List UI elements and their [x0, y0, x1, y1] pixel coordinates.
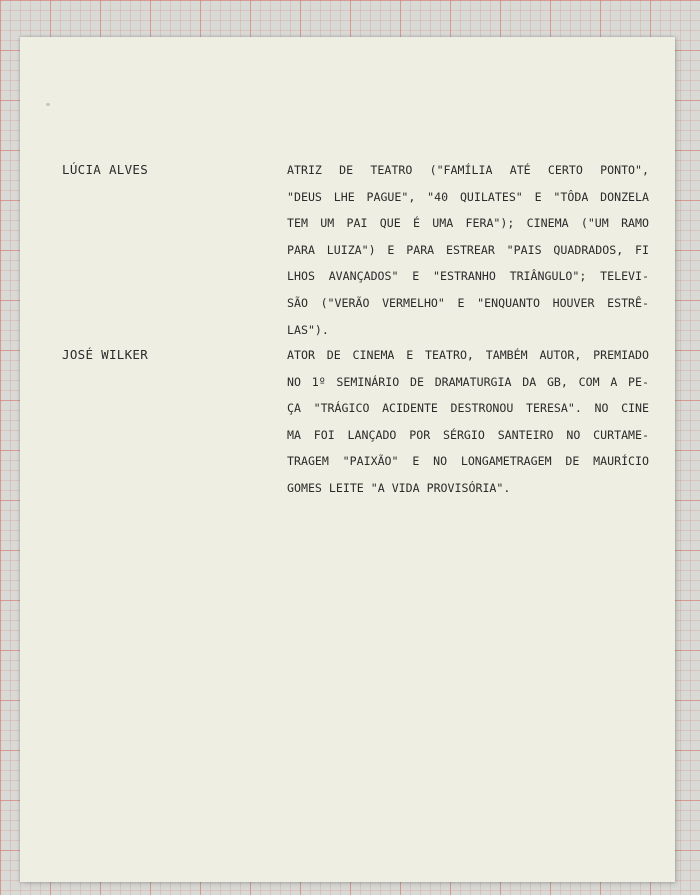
biography-line: SÃO ("VERÃO VERMELHO" E "ENQUANTO HOUVER ESTRÊ- — [287, 295, 649, 310]
biography-line: TRAGEM "PAIXÃO" E NO LONGAMETRAGEM DE MAURÍCIO — [287, 454, 649, 469]
entry-name: JOSÉ WILKER — [62, 347, 149, 362]
biography-line: TEM UM PAI QUE É UMA FERA"); CINEMA ("UM RAMO — [287, 216, 649, 231]
entry-biography — [287, 157, 649, 343]
biography-line: ATRIZ DE TEATRO ("FAMÍLIA ATÉ CERTO PONTO", — [287, 163, 649, 177]
paper-speck — [46, 103, 50, 106]
biography-line: LAS"). — [287, 322, 329, 337]
biography-line: NO 1º SEMINÁRIO DE DRAMATURGIA DA GB, COM A PE- — [287, 374, 649, 389]
entry-name: LÚCIA ALVES — [62, 162, 149, 177]
biography-line: PARA LUIZA") E PARA ESTREAR "PAIS QUADRADOS, FI — [287, 242, 649, 257]
biography-line: LHOS AVANÇADOS" E "ESTRANHO TRIÂNGULO"; TELEVI- — [287, 269, 649, 284]
biography-line: GOMES LEITE "A VIDA PROVISÓRIA". — [287, 480, 511, 495]
biography-line: ATOR DE CINEMA E TEATRO, TAMBÉM AUTOR, PREMIADO — [287, 348, 649, 362]
typewritten-page — [20, 37, 675, 882]
biography-line: MA FOI LANÇADO POR SÉRGIO SANTEIRO NO CURTAME- — [287, 427, 649, 442]
biography-line: "DEUS LHE PAGUE", "40 QUILATES" E "TÔDA DONZELA — [287, 189, 649, 204]
entry-biography — [287, 342, 649, 502]
biography-line: ÇA "TRÁGICO ACIDENTE DESTRONOU TERESA". NO CINE — [287, 401, 649, 416]
